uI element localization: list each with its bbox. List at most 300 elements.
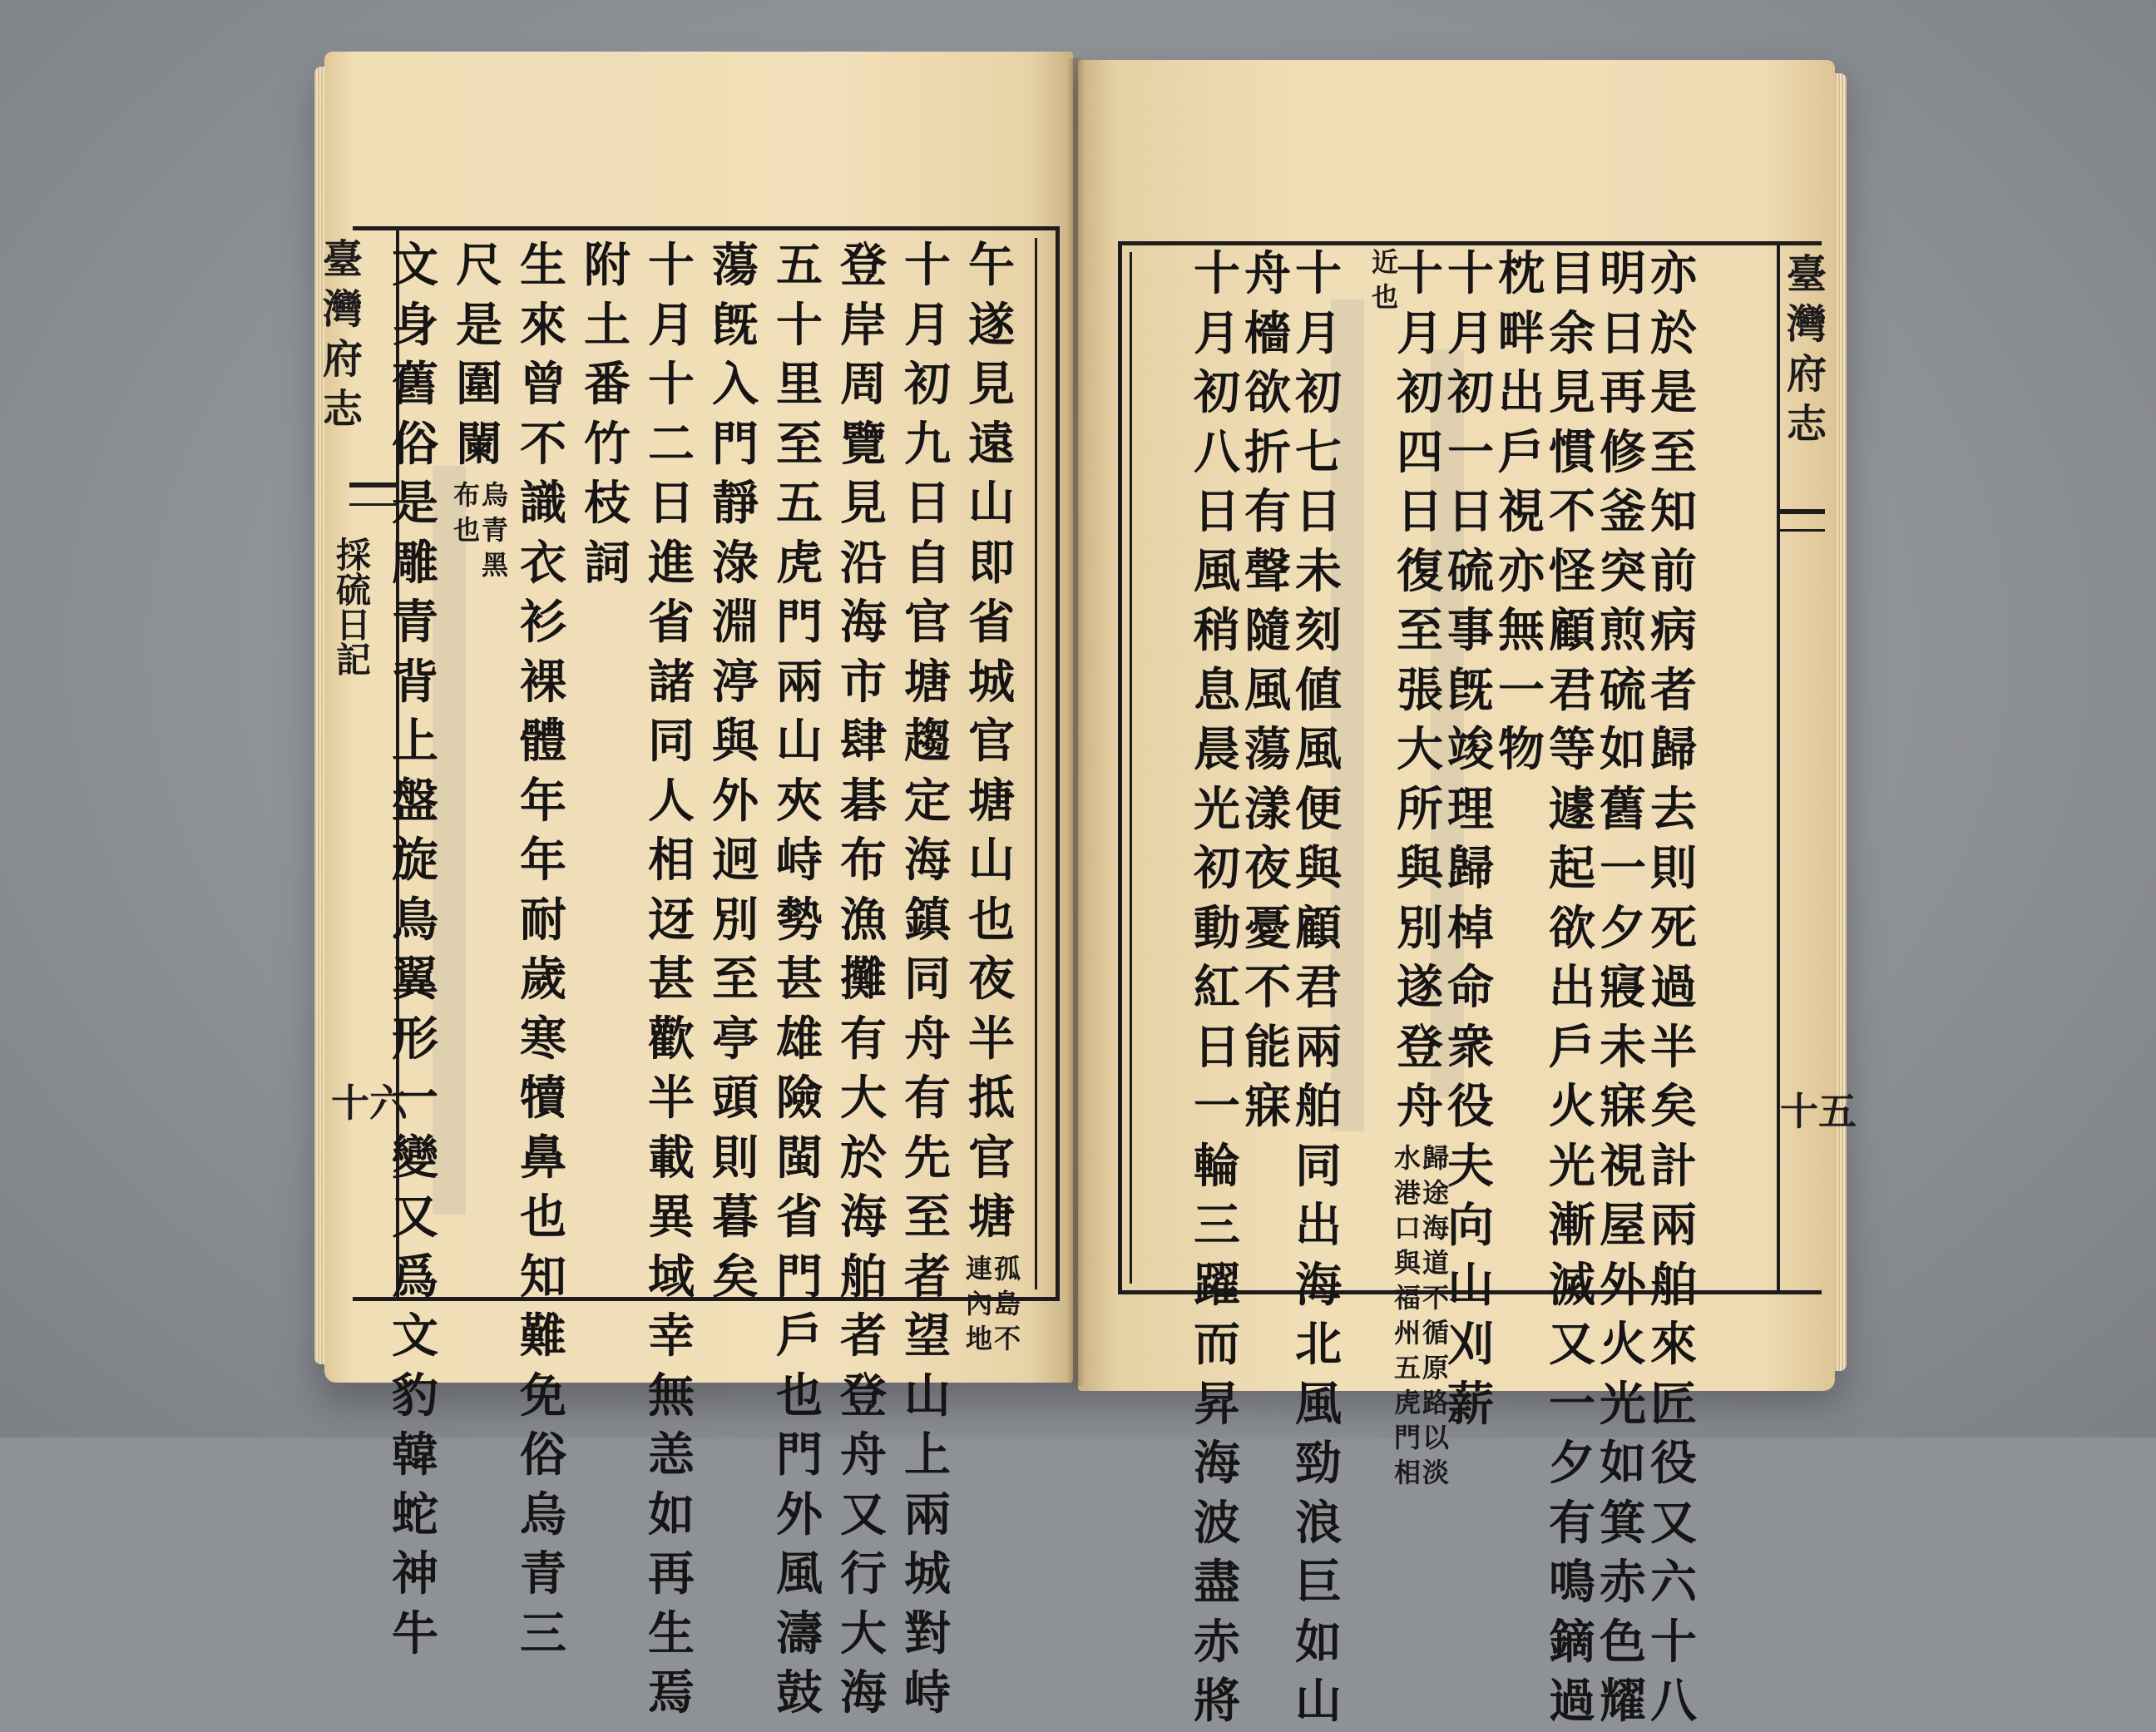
glyph: 與 [1295,841,1342,896]
glyph: 門 [712,416,759,472]
glyph: 一 [1194,1079,1240,1134]
glyph: 欲 [1244,365,1291,420]
glyph: 戶 [776,1309,823,1363]
glyph: 物 [1498,722,1545,777]
glyph: 歸 [1650,722,1697,777]
glyph: 月 [1295,305,1342,361]
glyph: 旣 [712,297,759,353]
glyph: 計 [1650,1138,1697,1194]
glyph: 則 [1650,841,1697,896]
glyph: 漸 [1549,1198,1595,1253]
glyph: 於 [1650,305,1697,361]
glyph: 十 [648,357,695,412]
glyph: 年 [520,833,566,888]
glyph: 十 [1397,246,1443,301]
glyph: 火 [1549,1079,1595,1134]
glyph: 大 [840,1606,887,1661]
glyph: 福 [1393,1281,1421,1314]
glyph: 向 [1447,1198,1494,1253]
right-column [1596,245,1649,1732]
glyph: 即 [968,535,1015,591]
glyph: 舶 [1295,1079,1342,1134]
glyph: 島 [993,1287,1021,1319]
glyph: 舟 [1244,246,1291,301]
glyph: 志 [1787,401,1827,448]
glyph: 至 [904,1190,951,1245]
glyph: 畔 [1498,305,1545,361]
left-annotation [451,478,482,547]
glyph: 二 [648,416,695,472]
glyph: 日 [1194,484,1240,539]
glyph: 上 [904,1428,951,1482]
glyph: 府 [323,336,363,383]
glyph: 望 [904,1309,951,1363]
glyph: 形 [392,1011,438,1066]
glyph: 歸 [1447,841,1494,896]
glyph: 淡 [1422,1456,1449,1488]
glyph: 大 [840,1071,887,1126]
glyph: 牛 [392,1606,438,1661]
glyph: 連 [965,1252,992,1284]
glyph: 青 [481,514,508,546]
glyph: 起 [1549,841,1595,896]
glyph: 鼻 [520,1130,566,1185]
glyph: 域 [648,1249,695,1304]
left-column [581,236,634,593]
glyph: 修 [1600,424,1646,480]
glyph: 如 [1600,1436,1646,1491]
glyph: 舊 [392,357,438,412]
glyph: 迥 [712,833,759,888]
glyph: 能 [1244,1019,1291,1075]
glyph: 屋 [1600,1198,1646,1253]
glyph: 也 [1371,281,1398,313]
glyph: 三 [520,1606,566,1661]
glyph: 竹 [584,416,630,472]
glyph: 不 [520,416,566,472]
glyph: 出 [1295,1198,1342,1253]
glyph: 也 [776,1368,823,1423]
right-column [1292,245,1345,1732]
glyph: 怪 [1549,543,1595,599]
glyph: 近 [1371,246,1398,278]
glyph: 見 [1549,365,1595,420]
right-inner-rule [1130,252,1132,1284]
glyph: 無 [1498,603,1545,658]
left-inner-rule [1035,238,1037,1289]
glyph: 出 [1498,365,1545,420]
glyph: 官 [968,1130,1015,1185]
glyph: 衫 [520,595,566,650]
glyph: 趨 [904,714,951,769]
glyph: 亦 [1650,246,1697,301]
glyph: 躍 [1194,1257,1240,1313]
fishtail-mark [1780,509,1825,514]
glyph: 夾 [776,773,823,829]
glyph: 同 [904,952,951,1007]
glyph: 海 [1295,1257,1342,1313]
glyph: 犢 [520,1071,566,1126]
glyph: 甚 [648,952,695,1007]
left-fold-subtitle [336,532,372,680]
glyph: 外 [1600,1257,1646,1313]
left-column [645,236,698,1724]
glyph: 志 [323,386,363,433]
glyph: 沿 [840,535,887,591]
glyph: 旋 [392,833,438,888]
glyph: 硫 [1600,662,1646,718]
glyph: 再 [1600,365,1646,420]
glyph: 漁 [840,892,887,948]
glyph: 登 [840,238,887,293]
glyph: 知 [1650,484,1697,539]
glyph: 一 [1600,841,1646,896]
glyph: 無 [648,1368,695,1423]
left-page-number: 十六 [331,1081,408,1126]
glyph: 月 [648,297,695,353]
glyph: 棹 [1447,900,1494,956]
glyph: 舊 [1600,781,1646,837]
glyph: 五 [1393,1351,1421,1383]
glyph: 赤 [1600,1555,1646,1610]
glyph: 山 [968,833,1015,888]
right-column [1647,245,1700,1732]
glyph: 山 [904,1368,951,1423]
glyph: 歡 [648,1011,695,1066]
glyph: 至 [712,952,759,1007]
glyph: 見 [840,476,887,531]
glyph: 九 [904,416,951,472]
glyph: 一 [1549,1376,1595,1432]
glyph: 一 [1498,662,1545,718]
glyph: 將 [1194,1674,1240,1729]
glyph: 日 [904,476,951,531]
glyph: 省 [776,1190,823,1245]
glyph: 頭 [712,1071,759,1126]
glyph: 枝 [584,476,630,531]
glyph: 是 [1650,365,1697,420]
glyph: 赤 [1194,1614,1240,1670]
glyph: 先 [904,1130,951,1185]
glyph: 門 [776,1249,823,1304]
glyph: 焉 [648,1665,695,1720]
glyph: 循 [1422,1316,1449,1348]
glyph: 海 [1422,1211,1449,1244]
glyph: 土 [584,297,630,353]
glyph: 上 [392,714,438,769]
glyph: 灣 [323,286,363,333]
glyph: 耐 [520,892,566,948]
glyph: 五 [776,238,823,293]
glyph: 身 [392,297,438,353]
glyph: 矣 [712,1249,759,1304]
glyph: 峙 [904,1665,951,1720]
glyph: 視 [1498,484,1545,539]
glyph: 命 [1447,960,1494,1015]
glyph: 山 [776,714,823,769]
glyph: 月 [1194,305,1240,361]
glyph: 張 [1397,662,1443,718]
glyph: 火 [1600,1317,1646,1372]
glyph: 夕 [1600,900,1646,956]
glyph: 耀 [1600,1674,1646,1729]
glyph: 箕 [1600,1495,1646,1551]
glyph: 亦 [1498,543,1545,599]
glyph: 相 [1393,1456,1421,1488]
glyph: 兩 [776,654,823,710]
glyph: 府 [1787,351,1827,398]
glyph: 省 [648,595,695,650]
glyph: 濤 [776,1606,823,1661]
glyph: 文 [392,238,438,293]
glyph: 日 [1295,484,1342,539]
glyph: 韓 [392,1428,438,1482]
glyph: 輪 [1194,1138,1240,1194]
glyph: 與 [712,714,759,769]
glyph: 鎮 [904,892,951,948]
glyph: 如 [1600,722,1646,777]
glyph: 滅 [1549,1257,1595,1313]
glyph: 北 [1295,1317,1342,1372]
glyph: 盤 [392,773,438,829]
right-fold-title [1787,250,1827,449]
glyph: 背 [392,654,438,710]
glyph: 採 [336,535,372,576]
glyph: 三 [1194,1198,1240,1253]
left-column [709,236,762,1307]
glyph: 有 [904,1071,951,1126]
glyph: 淵 [712,595,759,650]
glyph: 雄 [776,1011,823,1066]
glyph: 亭 [712,1011,759,1066]
glyph: 州 [1393,1316,1421,1348]
left-column [773,236,826,1724]
glyph: 等 [1549,722,1595,777]
glyph: 初 [1397,365,1443,420]
glyph: 過 [1549,1674,1595,1729]
glyph: 諸 [648,654,695,710]
glyph: 日 [1600,305,1646,361]
glyph: 抵 [968,1071,1015,1126]
glyph: 視 [1600,1138,1646,1194]
glyph: 十 [1194,246,1240,301]
glyph: 病 [1650,603,1697,658]
glyph: 不 [1549,484,1595,539]
glyph: 俗 [520,1428,566,1482]
left-column [452,236,506,474]
glyph: 山 [1447,1257,1494,1313]
glyph: 豹 [392,1368,438,1423]
glyph: 八 [1650,1674,1697,1729]
glyph: 十 [1650,1614,1697,1670]
glyph: 是 [456,297,502,353]
glyph: 曾 [520,357,566,412]
glyph: 海 [840,1190,887,1245]
glyph: 明 [1600,246,1646,301]
glyph: 省 [968,595,1015,650]
right-fold-rule [1777,241,1780,1294]
glyph: 顧 [1295,900,1342,956]
glyph: 所 [1397,781,1443,837]
glyph: 地 [965,1322,992,1354]
glyph: 寢 [1600,960,1646,1015]
glyph: 風 [1244,662,1291,718]
glyph: 光 [1600,1376,1646,1432]
right-column [1545,245,1599,1732]
glyph: 城 [904,1546,951,1601]
glyph: 不 [993,1322,1021,1354]
glyph: 甚 [776,952,823,1007]
glyph: 港 [1393,1176,1421,1209]
glyph: 鏑 [1549,1614,1595,1670]
left-column [901,236,954,1724]
glyph: 行 [840,1546,887,1601]
glyph: 峙 [776,833,823,888]
glyph: 來 [1650,1317,1697,1372]
glyph: 月 [904,297,951,353]
glyph: 一 [392,1071,438,1126]
glyph: 晨 [1194,722,1240,777]
glyph: 路 [1422,1386,1449,1418]
glyph: 大 [1397,722,1443,777]
glyph: 也 [968,892,1015,948]
right-page-number: 十五 [1780,1089,1857,1134]
glyph: 歸 [1422,1141,1449,1174]
glyph: 寐 [1600,1079,1646,1134]
glyph: 薪 [1447,1376,1494,1432]
glyph: 事 [1447,603,1494,658]
glyph: 値 [1295,662,1342,718]
glyph: 刈 [1447,1317,1494,1372]
glyph: 自 [904,535,951,591]
right-annotation [1369,245,1401,314]
glyph: 旣 [1447,662,1494,718]
glyph: 黑 [481,549,508,581]
glyph: 息 [1194,662,1240,718]
right-column [1241,245,1294,1137]
glyph: 難 [520,1309,566,1363]
glyph: 塘 [968,773,1015,829]
glyph: 碁 [840,773,887,829]
glyph: 浪 [1295,1495,1342,1551]
glyph: 遠 [968,416,1015,472]
glyph: 與 [1393,1246,1421,1279]
glyph: 覽 [840,416,887,472]
left-annotation [991,1251,1023,1356]
glyph: 舟 [1397,1079,1443,1134]
glyph: 漾 [1244,781,1291,837]
glyph: 灣 [1787,301,1827,348]
glyph: 盡 [1194,1555,1240,1610]
glyph: 夕 [1549,1436,1595,1491]
glyph: 是 [392,476,438,531]
glyph: 半 [968,1011,1015,1066]
glyph: 光 [1194,781,1240,837]
glyph: 有 [1549,1495,1595,1551]
glyph: 理 [1447,781,1494,837]
glyph: 門 [1393,1421,1421,1453]
glyph: 別 [1397,900,1443,956]
glyph: 突 [1600,543,1646,599]
glyph: 內 [965,1287,992,1319]
glyph: 海 [1194,1436,1240,1491]
glyph: 戶 [1549,1019,1595,1075]
glyph: 裸 [520,654,566,710]
glyph: 爲 [392,1249,438,1304]
glyph: 再 [648,1546,695,1601]
glyph: 舟 [840,1428,887,1482]
glyph: 外 [776,1487,823,1542]
glyph: 虎 [776,535,823,591]
glyph: 載 [648,1130,695,1185]
glyph: 不 [1244,960,1291,1015]
glyph: 孤 [993,1252,1021,1284]
left-column [388,236,442,1664]
right-column [1393,245,1446,1137]
glyph: 定 [904,773,951,829]
glyph: 一 [1447,424,1494,480]
glyph: 慣 [1549,424,1595,480]
glyph: 出 [1549,960,1595,1015]
left-column [965,236,1018,1248]
glyph: 勢 [776,892,823,948]
glyph: 釜 [1600,484,1646,539]
glyph: 海 [840,595,887,650]
glyph: 臺 [323,236,363,283]
glyph: 余 [1549,305,1595,361]
glyph: 未 [1600,1019,1646,1075]
glyph: 稍 [1194,603,1240,658]
glyph: 恙 [648,1428,695,1482]
glyph: 日 [648,476,695,531]
glyph: 舶 [1650,1257,1697,1313]
glyph: 識 [520,476,566,531]
glyph: 去 [1650,781,1697,837]
glyph: 海 [904,833,951,888]
glyph: 六 [1650,1555,1697,1610]
glyph: 衣 [520,535,566,591]
glyph: 役 [1650,1436,1697,1491]
glyph: 刻 [1295,603,1342,658]
glyph: 五 [776,476,823,531]
glyph: 君 [1549,662,1595,718]
glyph: 有 [1244,484,1291,539]
glyph: 日 [1447,484,1494,539]
glyph: 有 [840,1011,887,1066]
glyph: 記 [336,640,372,680]
glyph: 以 [1422,1421,1449,1453]
glyph: 寐 [1244,1079,1291,1134]
glyph: 風 [776,1546,823,1601]
glyph: 青 [392,595,438,650]
glyph: 十 [776,297,823,353]
glyph: 色 [1600,1614,1646,1670]
glyph: 閩 [776,1130,823,1185]
glyph: 登 [1397,1019,1443,1075]
glyph: 衆 [1447,1019,1494,1075]
glyph: 又 [392,1190,438,1245]
glyph: 雕 [392,535,438,591]
glyph: 遽 [1549,781,1595,837]
glyph: 便 [1295,781,1342,837]
glyph: 烏 [520,1487,566,1542]
glyph: 遂 [968,297,1015,353]
glyph: 俗 [392,416,438,472]
glyph: 初 [904,357,951,412]
glyph: 日 [336,605,372,646]
glyph: 硫 [336,570,372,611]
glyph: 初 [1295,365,1342,420]
